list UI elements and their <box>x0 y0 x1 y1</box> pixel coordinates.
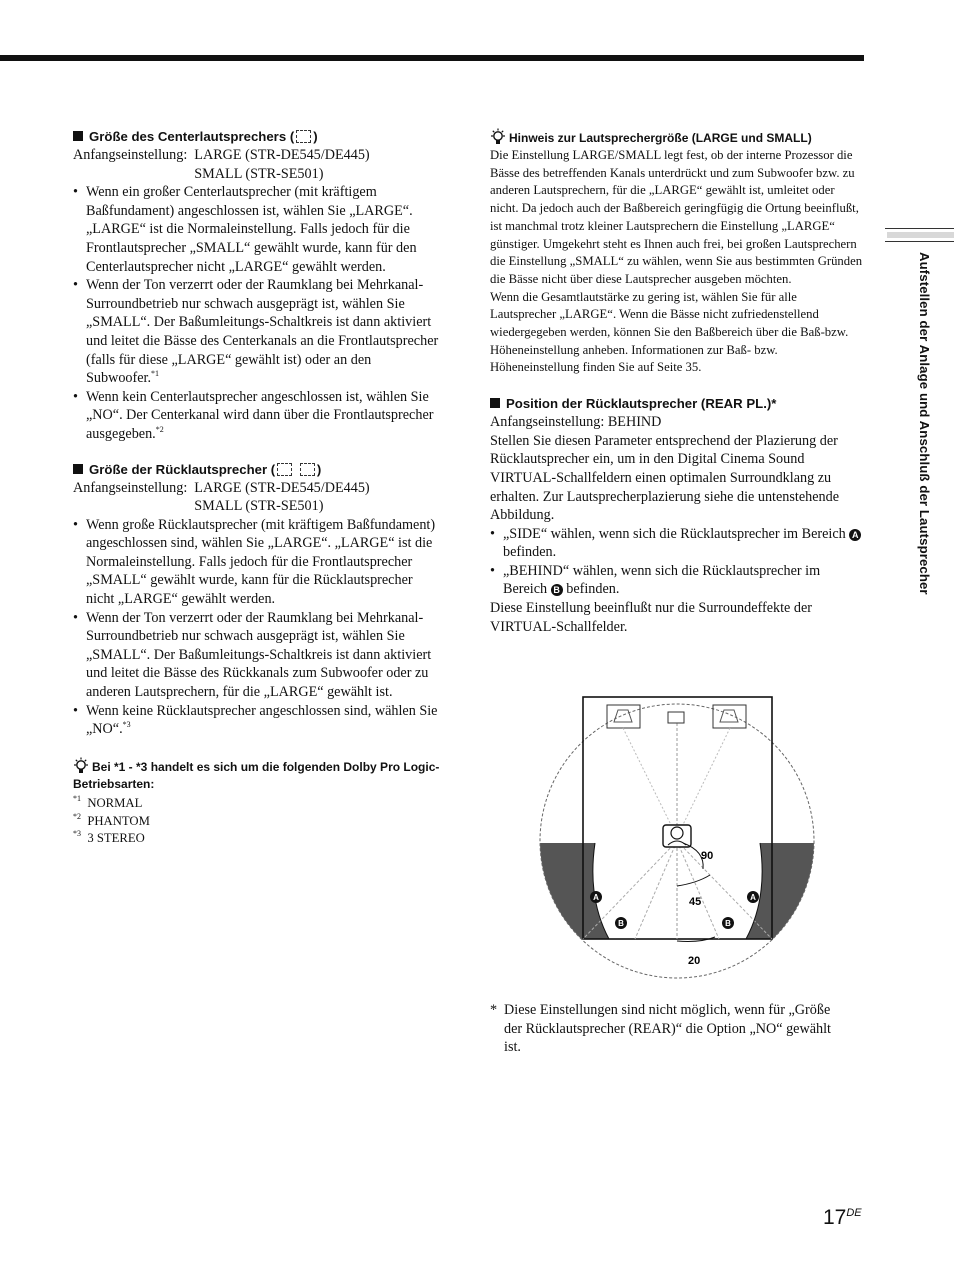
zone-a-left <box>535 843 609 939</box>
rear-position-bullets <box>490 525 866 599</box>
page-number: 17DE <box>823 1206 862 1229</box>
list-item: • „SIDE“ wählen, wenn sich die Rücklautsprecher im Bereich A befinden. <box>490 525 866 562</box>
list-item: • Wenn kein Centerlautsprecher angeschlossen ist, wählen Sie „NO“. Der Centerkanal wird dann über die Frontlautsprecher ausgegeben.$^{*2}$ <box>73 388 443 444</box>
zone-a-right <box>746 843 820 939</box>
rear-position-note: Diese Einstellung beeinflußt nur die Surroundeffekte der VIRTUAL-Schallfelder. <box>490 600 813 635</box>
center-bullet-list <box>73 183 443 443</box>
listener-icon <box>663 825 691 847</box>
rear-speaker-right-icon <box>300 463 315 476</box>
section-title-vertical: Aufstellen der Anlage und Anschluß der Lautsprecher <box>917 252 932 595</box>
square-bullet-icon <box>490 398 500 408</box>
rear-position-heading: Position der Rücklautsprecher (REAR PL.)* <box>490 395 866 413</box>
rear-bullet-list <box>73 516 443 739</box>
front-right-speaker-icon <box>713 705 746 728</box>
list-item: • „BEHIND“ wählen, wenn sich die Rücklautsprecher im Bereich B befinden. <box>490 562 866 599</box>
rear-speaker-left-icon <box>277 463 292 476</box>
list-item: $^{*3}$ 3 STEREO <box>73 829 145 846</box>
speaker-placement-diagram <box>535 693 820 985</box>
rear-position-init: Anfangseinstellung: BEHIND <box>490 414 662 431</box>
square-bullet-icon <box>73 131 83 141</box>
list-item: $^{*1}$ NORMAL <box>73 793 143 810</box>
tip-heading: Hinweis zur Lautsprechergröße (LARGE und SMALL) <box>509 131 812 145</box>
sidebar-tab <box>885 228 954 242</box>
angle-20-label: 20 <box>688 955 701 967</box>
front-left-speaker-icon <box>607 705 640 728</box>
list-item: • Wenn keine Rücklautsprecher angeschlossen sind, wählen Sie „NO“.$^{*3}$ <box>73 702 443 739</box>
area-a-marker: A <box>849 529 861 541</box>
tip-paragraph-2: Wenn die Gesamtlautstärke zu gering ist, wählen Sie für alle Lautsprecher „LARGE“. Wenn die Bässe nicht zufriedenstellend wiedergegeben werden, können Sie den Baßbereich über die Baß-bzw. Höheneinstellung anheben. Informationen zur Baß- bzw. Höheneinstellung finden Sie auf Seite 35. <box>490 289 849 375</box>
center-speaker-icon <box>296 130 311 143</box>
center-speaker-icon <box>668 712 684 723</box>
left-column <box>73 128 443 848</box>
rear-speaker-heading: Größe der Rücklautsprecher ( ) <box>73 461 443 479</box>
svg-text:A: A <box>750 893 756 902</box>
top-rule <box>0 55 864 61</box>
svg-text:B: B <box>725 919 731 928</box>
speaker-size-tip <box>490 128 866 377</box>
area-b-marker: B <box>551 584 563 596</box>
dolby-tip <box>73 757 443 848</box>
square-bullet-icon <box>73 464 83 474</box>
footnote: * Diese Einstellungen sind nicht möglich, wenn für „Größe der Rücklautsprecher (REAR)“ die Option „NO“ gewählt ist. <box>490 1002 831 1056</box>
list-item: • Wenn der Ton verzerrt oder der Raumklang bei Mehrkanal-Surroundbetrieb nur schwach ausgeprägt ist, wählen Sie „SMALL“. Der Baßumleitungs-Schaltkreis ist dann aktiviert und leitet die Bässe des Rückkanals zum Subwoofer oder zu anderen Lautsprechern, für die „LARGE“ gewählt ist. <box>73 609 443 702</box>
center-speaker-heading: Größe des Centerlautsprechers ( ) <box>73 128 443 146</box>
right-column <box>490 128 866 636</box>
svg-text:A: A <box>593 893 599 902</box>
list-item: • Wenn große Rücklautsprecher (mit kräftigem Baßfundament) angeschlossen sind, wählen Sie „LARGE“. „LARGE“ ist die Normaleinstellung. Falls jedoch für die Frontlautsprecher „SMALL“ gewählt wurde, kann für die Rücklautsprecher nicht „LARGE“ gewählt werden. <box>73 516 443 609</box>
list-item: • Wenn ein großer Centerlautsprecher (mit kräftigem Baßfundament) angeschlossen ist, wählen Sie „LARGE“. „LARGE“ ist die Normaleinstellung. Falls jedoch für die Frontlautsprecher „SMALL“ gewählt wurde, kann für den Centerlautsprecher nicht „LARGE“ gewählt werden. <box>73 183 443 276</box>
lightbulb-icon <box>490 128 506 146</box>
list-item: • Wenn der Ton verzerrt oder der Raumklang bei Mehrkanal-Surroundbetrieb nur schwach ausgeprägt ist, wählen Sie „SMALL“. Der Baßumleitungs-Schaltkreis ist dann aktiviert und leitet die Bässe des Centerkanals an die Frontlautsprecher (falls für diese „LARGE“ gewählt ist) oder an den Subwoofer.$^{*1}$ <box>73 276 443 388</box>
center-initial-setting: Anfangseinstellung: LARGE (STR-DE545/DE445) SMALL (STR-SE501) <box>73 147 370 182</box>
rear-position-body: Stellen Sie diesen Parameter entsprechend der Plazierung der Rücklautsprecher ein, um in den Digital Cinema Sound VIRTUAL-Schallfeldern einen optimalen Surroundklang zu erhalten. Zur Lautsprecherplazierung siehe die untenstehende Abbildung. <box>490 432 840 524</box>
list-item: $^{*2}$ PHANTOM <box>73 811 150 828</box>
rear-initial-setting: Anfangseinstellung: LARGE (STR-DE545/DE445) SMALL (STR-SE501) <box>73 479 370 515</box>
lightbulb-icon <box>73 757 89 775</box>
angle-90-label: 90 <box>701 850 714 862</box>
angle-45-label: 45 <box>689 896 702 908</box>
tip-paragraph-1: Die Einstellung LARGE/SMALL legt fest, ob der interne Prozessor die Bässe des betreffenden Kanals unterdrückt und zum Subwoofer bzw. zu anderen Lautsprechern, für die „LARGE“ gewählt ist, umleitet oder nicht. Da jedoch auch der Baßbereich geringfügig die Ortung beeinflußt, ist manchmal trotz kleiner Lautsprechern die Einstellung „LARGE“ günstiger. Umgekehrt steht es Ihnen auch frei, bei großen Lautsprechern die Einstellung „SMALL“ zu wählen, wenn Sie aus bestimmten Gründen die Bässe nicht über diese Lautsprecher ausgeben möchten. <box>490 148 863 286</box>
svg-text:B: B <box>618 919 624 928</box>
dolby-mode-list <box>73 795 443 848</box>
dolby-tip-heading: Bei *1 - *3 handelt es sich um die folgenden Dolby Pro Logic-Betriebsarten: <box>73 759 440 791</box>
